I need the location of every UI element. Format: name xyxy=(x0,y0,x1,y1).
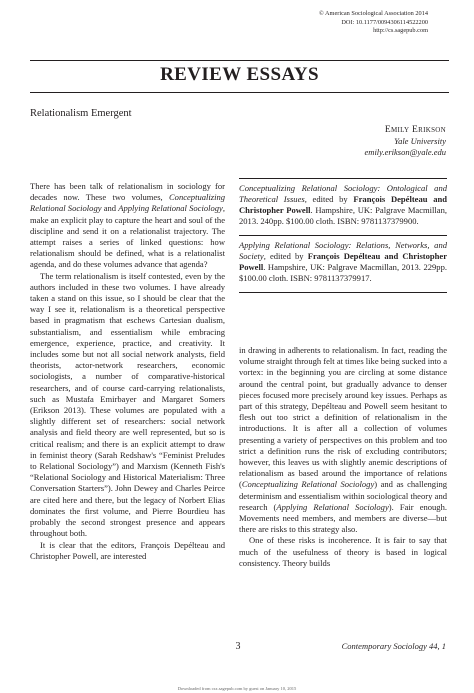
author-name: Emily Erikson xyxy=(384,125,446,135)
header-bottom-rule xyxy=(30,92,449,93)
url-line[interactable]: http://cs.sagepub.com xyxy=(373,27,428,35)
book-2-title: Applying Relational Sociology: Relations, Networks, and Society xyxy=(239,240,447,261)
book-2-editors: François Depélteau and Christopher Powell xyxy=(239,251,448,272)
author-block xyxy=(246,125,446,157)
header-top-rule xyxy=(30,60,449,61)
author-affiliation: Yale University xyxy=(394,135,446,146)
paragraph-5: One of these risks is incoherence. It is fair to say that much of the usefulness of theory is based in logical consistency. Theory builds xyxy=(239,535,447,568)
box-middle-rule xyxy=(239,235,447,236)
paragraph-2: The term relationalism is itself contested, even by the authors included in these two volumes. I have already taken a stand on this issue, so I should be clear that the way I see it, relationalism is a theoretical perspective based in pragmatism that eschews Cartesian dualism, substantialism, and essentialism while embracing emergence, experience, practice, and creativity. It includes some but not all social network analysts, field theorists, actor-network researchers, economic sociologists, a number of comparative-historical researchers, and of course card-carrying relationalists, such as Mustafa Emirbayer and Margaret Somers (Erikson 2013). These volumes are populated with a slightly different set of researchers: social network analysis and field theory are well represented, but so is critical realism; and there is an explicit attempt to draw in feminist theory (Sarah Redshaw's “Feminist Preludes to Relational Sociology”) and Marxism (Kenneth Fish's “Relational Sociology and Historical Materialism: Three Conversation Starters”). John Dewey and Charles Peirce are cited here and there, but the legacy of Norbert Elias dominates the first volume, and Pierre Bourdieu has probably the second strongest presence and appears throughout both. xyxy=(30,270,225,539)
section-title: REVIEW ESSAYS xyxy=(160,64,319,85)
book-1-title: Conceptualizing Relational Sociology: Ontological and Theoretical Issues xyxy=(239,183,447,204)
doi-line: DOI: 10.1177/0094306114522200 xyxy=(341,18,428,26)
paragraph-1: There has been talk of relationalism in sociology for decades now. These two volumes, Conceptualizing Relational Sociology and Applying Relational Sociology, make an explicit play to capture the heart and soul of the discipline and send it on a relationalist trajectory. The attempt raises a series of linked questions: how relationalism should be defined, what is a relationalist agenda, and do these volumes advance that agenda? xyxy=(30,181,225,270)
box-bottom-rule xyxy=(239,292,447,293)
publisher-info xyxy=(168,10,428,36)
article-title: Relationalism Emergent xyxy=(30,108,132,119)
page-number: 3 xyxy=(235,641,241,652)
book-1-editors: François Depélteau and Christopher Powell xyxy=(239,194,447,215)
box-top-rule xyxy=(239,178,447,179)
body-column-left xyxy=(30,181,225,562)
author-email[interactable]: emily.erikson@yale.edu xyxy=(364,146,446,157)
reviewed-book-2: Applying Relational Sociology: Relations, Networks, and Society, edited by François Depélteau and Christopher Powell. Hampshire, UK: Palgrave Macmillan, 2013. 229pp. $100.00 cloth. ISBN: 9781137379917. xyxy=(239,240,448,283)
body-column-right xyxy=(239,345,447,569)
download-notice: Downloaded from csx.sagepub.com by guest on January 10, 2015 xyxy=(177,686,297,691)
book-2-details: . Hampshire, UK: Palgrave Macmillan, 2013. 229pp. $100.00 cloth. ISBN: 9781137379917. xyxy=(239,262,447,283)
paragraph-3: It is clear that the editors, François Depélteau and Christopher Powell, are interested xyxy=(30,539,225,561)
reviewed-books-box xyxy=(239,178,447,293)
book-1-details: . Hampshire, UK: Palgrave Macmillan, 2013. 240pp. $100.00 cloth. ISBN: 9781137379900. xyxy=(239,205,447,226)
journal-citation: Contemporary Sociology 44, 1 xyxy=(341,641,446,651)
reviewed-book-1: Conceptualizing Relational Sociology: Ontological and Theoretical Issues, edited by François Depélteau and Christopher Powell. Hampshire, UK: Palgrave Macmillan, 2013. 240pp. $100.00 cloth. ISBN: 9781137379900. xyxy=(239,183,447,226)
paragraph-4: in drawing in adherents to relationalism. In fact, reading the volume straight through felt at times like being sucked into a vortex: in the beginning you are circling at some distance around the central point, but gradually advance to denser pieces focused more precisely around key issues. Perhaps as part of this strategy, Depélteau and Powell seem hesitant to flesh out too strict a definition of relationalism in the introductions. It is after all a collection of volumes presenting a variety of perspectives on this problem and too strict a definition runs the risk of excluding contributors; however, this leaves us with slightly anemic descriptions of relationalism as based around the importance of relations (Conceptualizing Relational Sociology) and as challenging determinism and essentialism within sociological theory and research (Applying Relational Sociology). Fair enough. Movements need members, and members are diverse—but there are risks to this strategy also. xyxy=(239,345,447,535)
copyright-line: © American Sociological Association 2014 xyxy=(318,10,428,17)
